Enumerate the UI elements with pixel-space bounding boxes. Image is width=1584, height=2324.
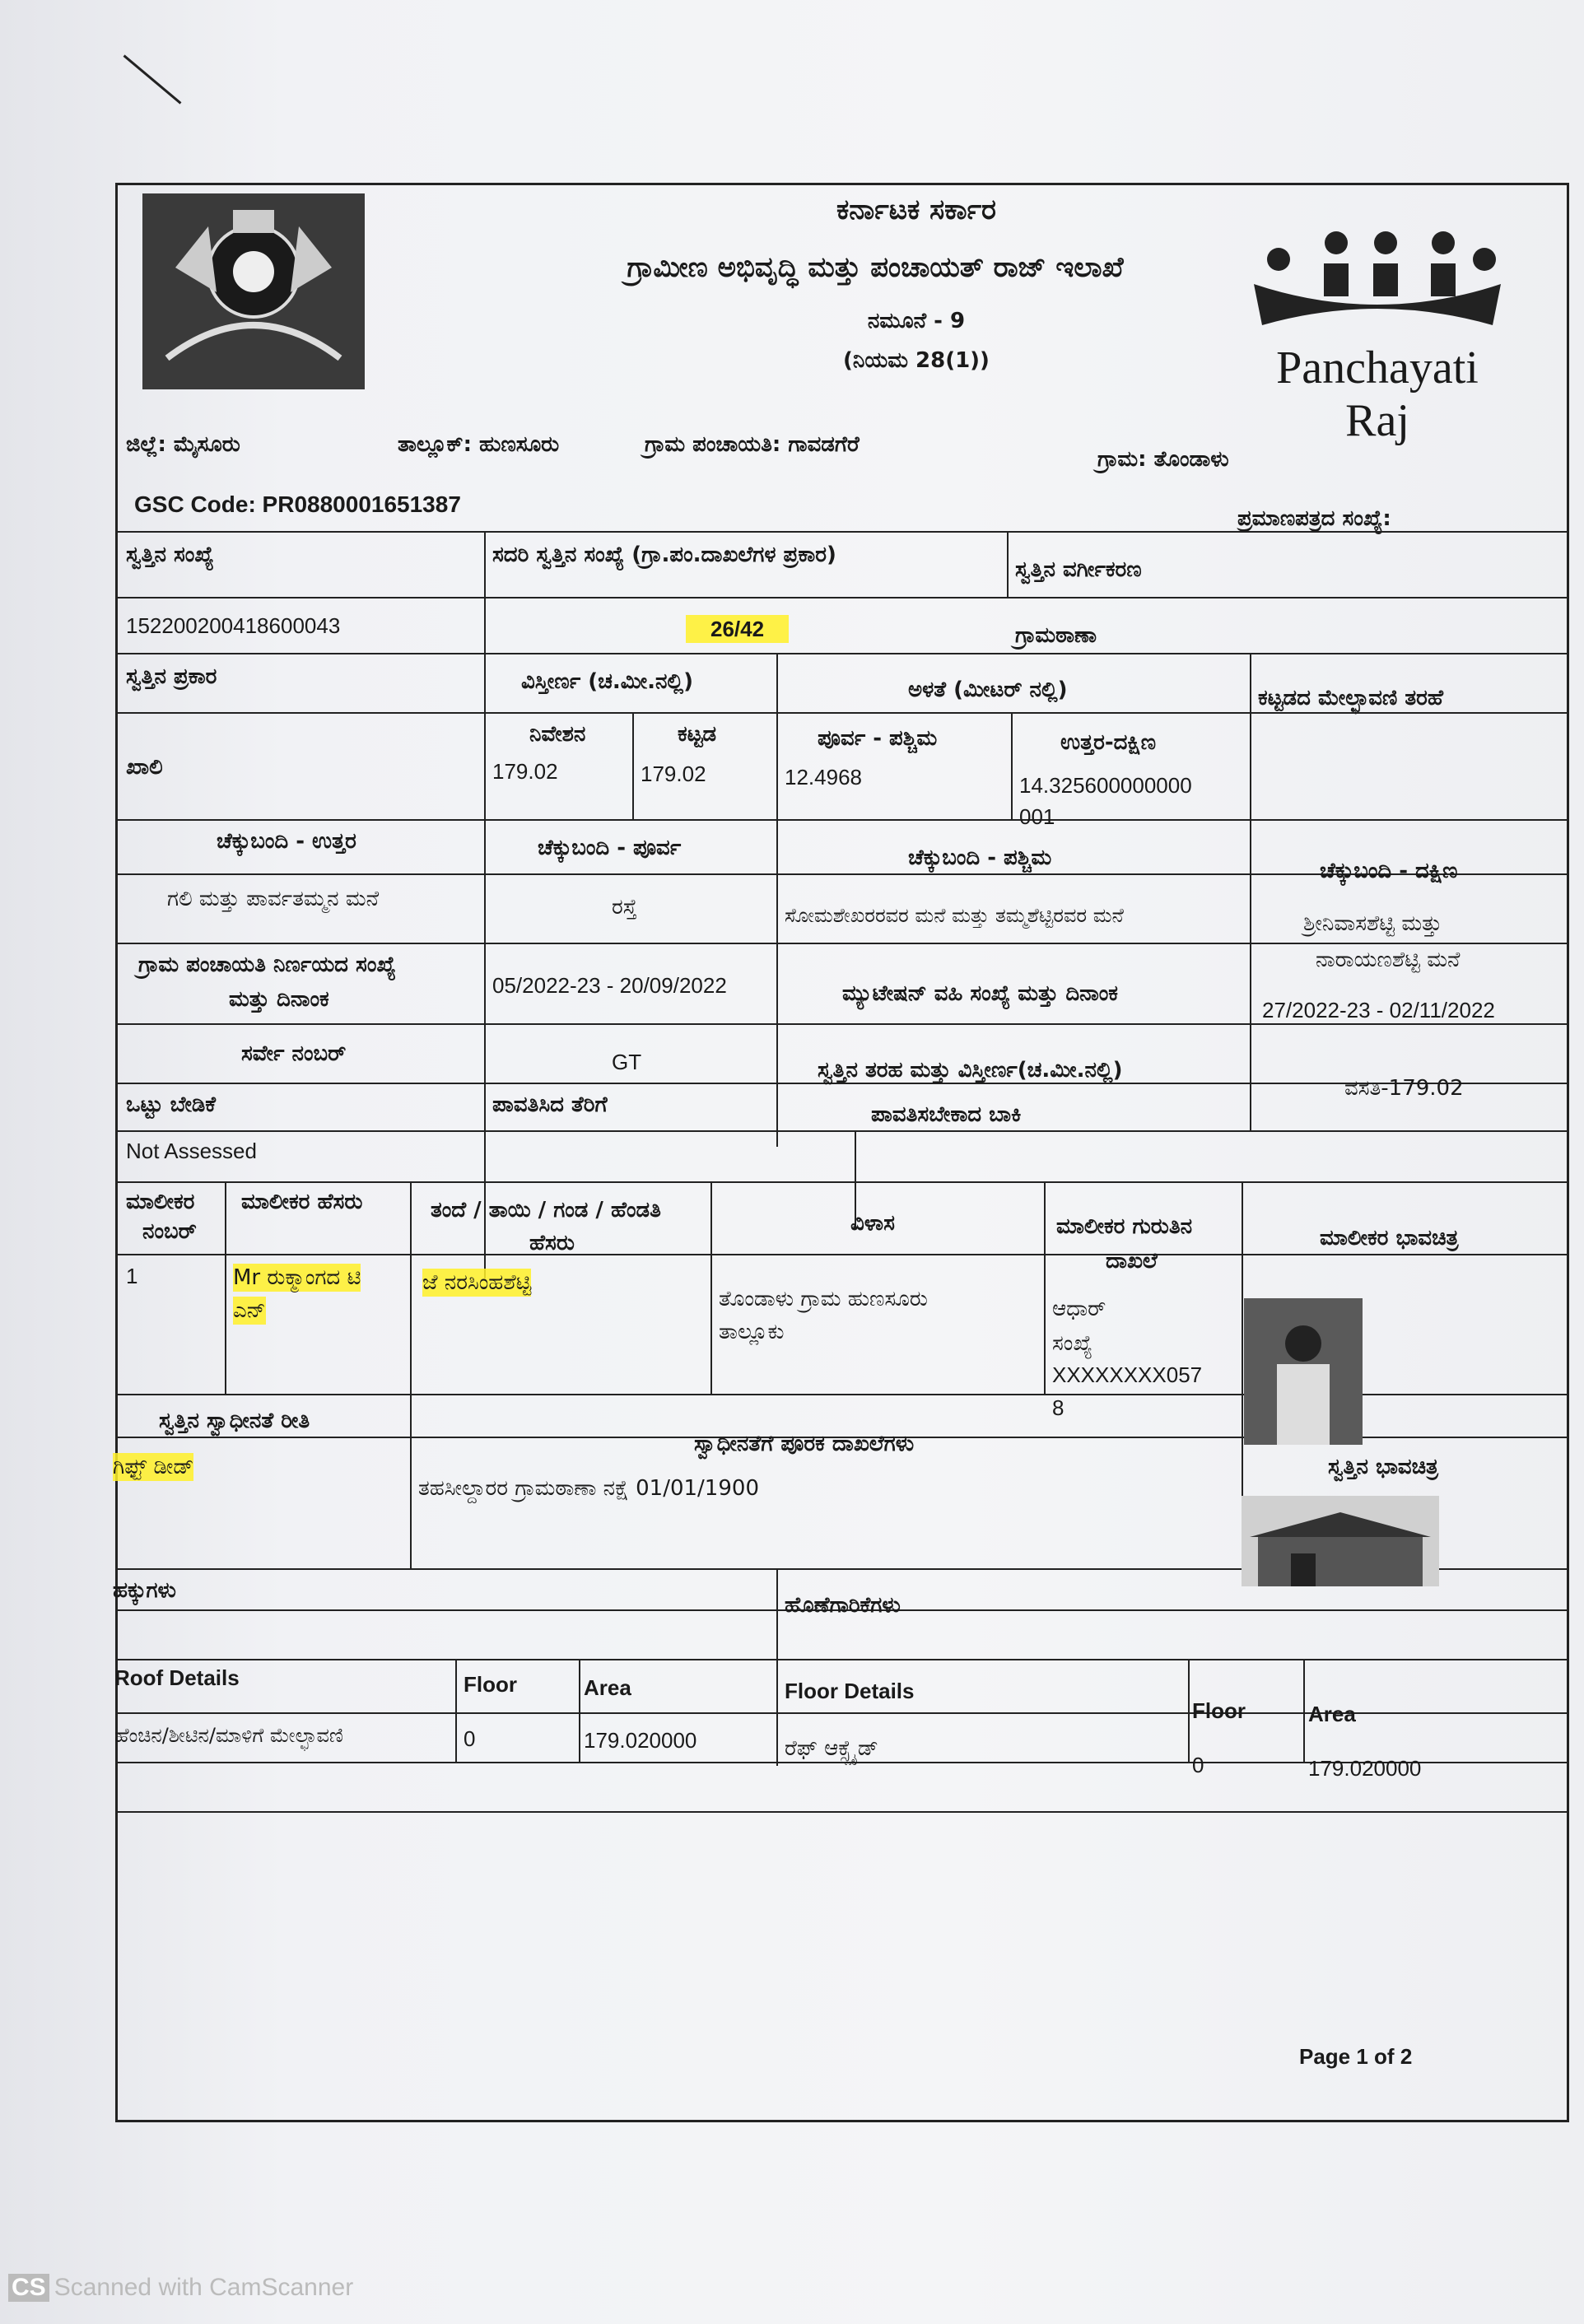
building-label: ಕಟ್ಟಡ: [678, 722, 717, 747]
district: ಜಿಲ್ಲೆ: ಮೈಸೂರು: [126, 432, 240, 457]
camscanner-text: Scanned with CamScanner: [54, 2274, 354, 2301]
address-label: ವಿಳಾಸ: [850, 1211, 895, 1236]
rule-number: (ನಿಯಮ 28(1)): [843, 348, 990, 373]
floor-details-title: Floor Details: [785, 1679, 915, 1703]
paid-tax-label: ಪಾವತಿಸಿದ ತೆರಿಗೆ: [492, 1092, 608, 1117]
site-label: ನಿವೇಶನ: [529, 722, 586, 747]
owner-number-label-2: ನಂಬರ್: [142, 1219, 197, 1244]
address-1: ತೊಂಡಾಳು ಗ್ರಾಮ ಹುಣಸೂರು: [719, 1287, 928, 1311]
owner-number: 1: [126, 1264, 138, 1288]
acquisition-mode: ಗಿಫ್ಟ್ ಡೀಡ್: [113, 1455, 194, 1479]
camscanner-logo: CS: [8, 2274, 49, 2302]
property-type: ಖಾಲಿ: [126, 755, 163, 780]
roof-floor: 0: [464, 1726, 476, 1751]
mutation-label: ಮ್ಯುಟೇಷನ್ ವಹಿ ಸಂಖ್ಯೆ ಮತ್ತು ದಿನಾಂಕ: [842, 981, 1118, 1006]
owner-name-2: ಎನ್: [233, 1298, 266, 1323]
page-number: Page 1 of 2: [1299, 2044, 1413, 2069]
due-label: ಪಾವತಿಸಬೇಕಾದ ಬಾಕಿ: [871, 1102, 1022, 1127]
boundary-south-label: ಚೆಕ್ಕುಬಂದಿ - ದಕ್ಷಿಣ: [1320, 859, 1458, 883]
building-roof-label: ಕಟ್ಟಡದ ಮೇಲ್ಛಾವಣಿ ತರಹೆ: [1258, 686, 1443, 710]
boundary-west: ಸೋಮಶೇಖರರವರ ಮನೆ ಮತ್ತು ತಮ್ಮಶೆಟ್ಟಿರವರ ಮನೆ: [785, 904, 1124, 927]
site-area: 179.02: [492, 759, 558, 784]
total-demand-value: Not Assessed: [126, 1139, 257, 1163]
property-photo-label: ಸ್ವತ್ತಿನ ಭಾವಚಿತ್ರ: [1328, 1455, 1438, 1479]
north-south-label: ಉತ್ತರ-ದಕ್ಷಿಣ: [1060, 730, 1157, 755]
roof-floor-label: Floor: [464, 1672, 517, 1697]
acquisition-mode-label: ಸ್ವತ್ತಿನ ಸ್ವಾಧೀನತೆ ರೀತಿ: [159, 1409, 310, 1433]
survey-value: GT: [612, 1050, 642, 1074]
father-name-label-1: ತಂದೆ / ತಾಯಿ / ಗಂಡ / ಹೆಂಡತಿ: [431, 1198, 661, 1223]
owner-name-1: Mr ರುಕ್ಮಾಂಗದ ಟಿ: [233, 1265, 361, 1290]
total-demand-label: ಒಟ್ಟು ಬೇಡಿಕೆ: [126, 1092, 217, 1117]
built-area: 179.02: [641, 761, 706, 786]
acquisition-docs: ತಹಸೀಲ್ದಾರರ ಗ್ರಾಮಠಾಣಾ ನಕ್ಷೆ 01/01/1900: [418, 1476, 759, 1501]
boundary-south-1: ಶ್ರೀನಿವಾಸಶೆಟ್ಟಿ ಮತ್ತು: [1303, 911, 1442, 936]
boundary-east-label: ಚೆಕ್ಕುಬಂದಿ - ಪೂರ್ವ: [538, 836, 682, 860]
form-number: ನಮೂನೆ - 9: [867, 309, 966, 333]
area-label: ವಿಸ್ತೀರ್ಣ (ಚ.ಮೀ.ನಲ್ಲಿ): [521, 669, 693, 694]
north-south-value-2: 001: [1019, 804, 1055, 829]
property-type-label: ಸ್ವತ್ತಿನ ಪ್ರಕಾರ: [126, 664, 217, 689]
east-west-label: ಪೂರ್ವ - ಪಶ್ಚಿಮ: [818, 726, 938, 751]
boundary-north-label: ಚೆಕ್ಕುಬಂದಿ - ಉತ್ತರ: [217, 829, 356, 854]
property-kind-value: ವಸತಿ-179.02: [1344, 1076, 1464, 1101]
boundary-north: ಗಲಿ ಮತ್ತು ಪಾರ್ವತಮ್ಮನ ಮನೆ: [167, 887, 380, 911]
classification: ಗ್ರಾಮಠಾಣಾ: [1015, 623, 1097, 648]
gp-resolution-value: 05/2022-23 - 20/09/2022: [492, 973, 727, 998]
acquisition-docs-label: ಸ್ವಾಧೀನತೆಗೆ ಪೂರಕ ದಾಖಲೆಗಳು: [694, 1432, 915, 1456]
gram-panchayat: ಗ್ರಾಮ ಪಂಚಾಯತಿ: ಗಾವಡಗೆರೆ: [645, 432, 860, 457]
property-kind-label: ಸ್ವತ್ತಿನ ತರಹ ಮತ್ತು ವಿಸ್ತೀರ್ಣ(ಚ.ಮೀ.ನಲ್ಲಿ): [818, 1058, 1123, 1083]
address-2: ತಾಲ್ಲೂಕು: [719, 1320, 785, 1344]
gp-resolution-label-2: ಮತ್ತು ದಿನಾಂಕ: [229, 987, 329, 1012]
property-photo: [1242, 1496, 1439, 1586]
liabilities-label: ಹೊಣೆಗಾರಿಕೆಗಳು: [785, 1593, 901, 1618]
owner-id-1: ಆಧಾರ್: [1052, 1297, 1106, 1321]
property-number: 152200200418600043: [126, 613, 341, 638]
panchayati-raj-text: Panchayati Raj: [1276, 342, 1479, 446]
gsc-code: GSC Code: PR0880001651387: [134, 491, 461, 517]
father-name: ಜೆ ನರಸಿಂಹಶೆಟ್ಟಿ: [422, 1270, 532, 1295]
owner-photo-label: ಮಾಲೀಕರ ಭಾವಚಿತ್ರ: [1320, 1226, 1459, 1250]
mutation-value: 27/2022-23 - 02/11/2022: [1262, 998, 1495, 1022]
property-number-label: ಸ್ವತ್ತಿನ ಸಂಖ್ಯೆ: [126, 543, 214, 567]
roof-area: 179.020000: [584, 1728, 697, 1753]
survey-label: ಸರ್ವೇ ನಂಬರ್: [241, 1041, 347, 1066]
roof-area-label: Area: [584, 1675, 631, 1700]
floor-area-label: Area: [1308, 1702, 1356, 1726]
floor-floor: 0: [1192, 1753, 1204, 1777]
floor-area: 179.020000: [1308, 1756, 1422, 1781]
boundary-south-2: ನಾರಾಯಣಶೆಟ್ಟಿ ಮನೆ: [1316, 948, 1461, 972]
owner-id-3: XXXXXXXX057: [1052, 1362, 1203, 1387]
north-south-value-1: 14.325600000000: [1019, 773, 1192, 798]
rights-label: ಹಕ್ಕುಗಳು: [113, 1578, 176, 1603]
form-9-document: [115, 183, 1569, 2122]
govt-title: ಕರ್ನಾಟಕ ಸರ್ಕಾರ: [836, 193, 997, 226]
owner-number-label-1: ಮಾಲೀಕರ: [126, 1190, 195, 1214]
karnataka-emblem: [142, 193, 365, 389]
boundary-west-label: ಚೆಕ್ಕುಬಂದಿ - ಪಶ್ಚಿಮ: [908, 845, 1052, 870]
east-west-value: 12.4968: [785, 765, 862, 789]
owner-id-label-1: ಮಾಲೀಕರ ಗುರುತಿನ: [1056, 1214, 1193, 1239]
owner-id-4: 8: [1052, 1395, 1065, 1420]
owner-id-2: ಸಂಖ್ಯೆ: [1052, 1331, 1092, 1356]
father-name-label-2: ಹೆಸರು: [529, 1231, 575, 1255]
boundary-east: ರಸ್ತೆ: [612, 895, 637, 920]
department-title: ಗ್ರಾಮೀಣ ಅಭಿವೃದ್ಧಿ ಮತ್ತು ಪಂಚಾಯತ್ ರಾಜ್ ಇಲಾಖೆ: [627, 251, 1124, 284]
gp-resolution-label-1: ಗ್ರಾಮ ಪಂಚಾಯತಿ ನಿರ್ಣಯದ ಸಂಖ್ಯೆ: [138, 952, 396, 977]
roof-details-title: Roof Details: [114, 1665, 240, 1690]
floor-type: ರೆಫ್ ಆಕ್ಸ್ಲೈಡ್: [785, 1736, 878, 1761]
certificate-number-label: ಪ್ರಮಾಣಪತ್ರದ ಸಂಖ್ಯೆ:: [1237, 506, 1391, 531]
camscanner-watermark: [8, 2274, 353, 2302]
taluk: ತಾಲ್ಲೂಕ್: ಹುಣಸೂರು: [398, 432, 560, 457]
classification-label: ಸ್ವತ್ತಿನ ವರ್ಗೀಕರಣ: [1015, 557, 1142, 582]
old-number-label: ಸದರಿ ಸ್ವತ್ತಿನ ಸಂಖ್ಯೆ (ಗ್ರಾ.ಪಂ.ದಾಖಲೆಗಳ ಪ್ರಕಾರ): [492, 543, 836, 567]
roof-type: ಹೆಂಚಿನ/ಶೀಟಿನ/ಮಾಳಿಗೆ ಮೇಲ್ಛಾವಣಿ: [114, 1724, 343, 1747]
owner-name-label: ಮಾಲೀಕರ ಹೆಸರು: [241, 1190, 363, 1214]
panchayati-raj-logo: [1246, 226, 1509, 446]
old-number: 26/42: [686, 615, 789, 643]
village: ಗ್ರಾಮ: ತೊಂಡಾಳು: [1097, 447, 1229, 472]
owner-photo: [1244, 1298, 1363, 1445]
owner-id-label-2: ದಾಖಲೆ: [1106, 1249, 1158, 1274]
floor-floor-label: Floor: [1192, 1698, 1246, 1723]
measurement-label: ಅಳತೆ (ಮೀಟರ್ ನಲ್ಲಿ): [908, 678, 1068, 702]
